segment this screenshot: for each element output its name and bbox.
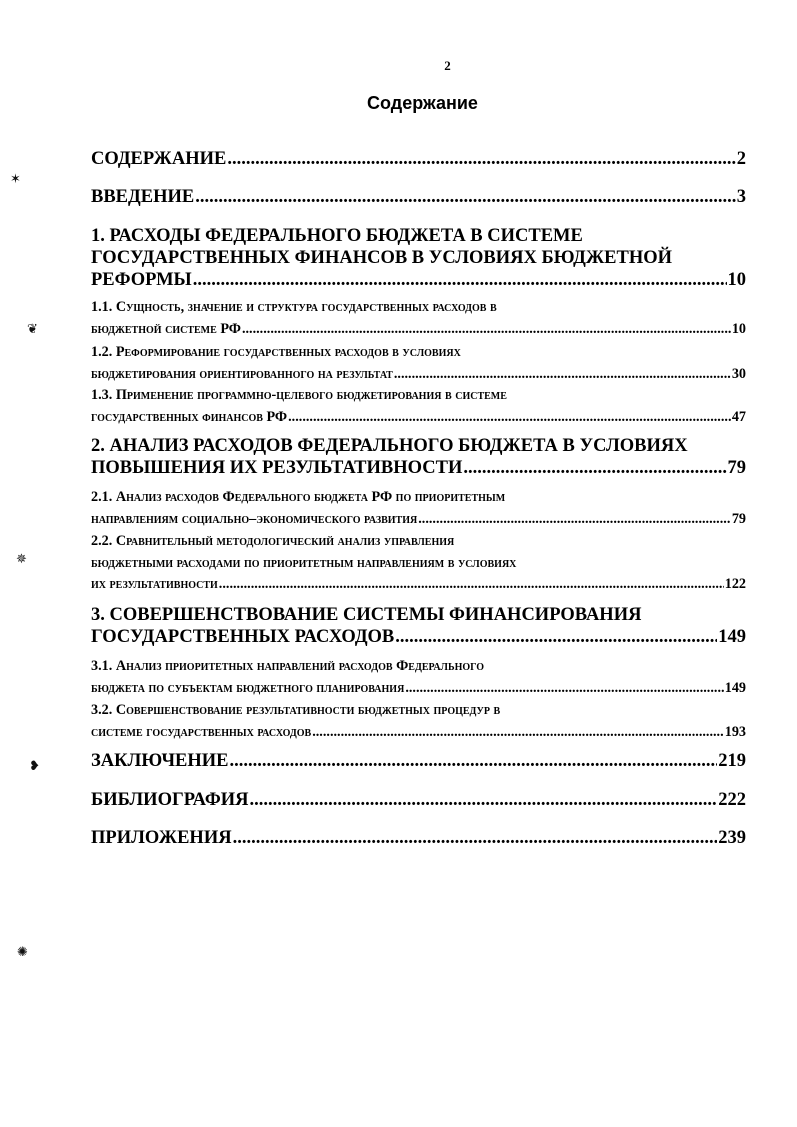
dot-leader bbox=[394, 364, 731, 386]
toc-entry[interactable] bbox=[91, 789, 746, 811]
toc-entry[interactable] bbox=[91, 342, 746, 385]
toc-entry-line bbox=[91, 509, 746, 531]
toc-entry-text: БИБЛИОГРАФИЯ bbox=[91, 790, 249, 810]
dot-leader bbox=[233, 827, 718, 849]
toc-entry-text: ВВЕДЕНИЕ bbox=[91, 187, 195, 207]
toc-entry[interactable] bbox=[91, 186, 746, 208]
toc-page-number: 47 bbox=[731, 408, 746, 425]
dot-leader bbox=[312, 722, 724, 744]
dot-leader bbox=[250, 789, 718, 811]
toc-page-number: 122 bbox=[724, 576, 746, 592]
toc-entry-line bbox=[91, 407, 746, 429]
toc-page-number: 2 bbox=[736, 149, 746, 169]
toc-entry-line bbox=[91, 678, 746, 700]
toc-entry[interactable] bbox=[91, 297, 746, 340]
toc-entry-line bbox=[91, 269, 746, 291]
toc-entry-text: ЗАКЛЮЧЕНИЕ bbox=[91, 751, 229, 771]
toc-page-number: 79 bbox=[727, 458, 746, 478]
scan-mark: ✵ bbox=[16, 552, 27, 567]
toc-entry-line bbox=[91, 186, 746, 208]
toc-entry-line bbox=[91, 553, 746, 575]
toc-entry[interactable] bbox=[91, 487, 746, 530]
toc-entry-text: ПОВЫШЕНИЯ ИХ РЕЗУЛЬТАТИВНОСТИ bbox=[91, 458, 463, 478]
toc-entry-text: 1.3. Применение программно-целевого бюджетирования в системе bbox=[91, 387, 507, 403]
toc-page-number: 193 bbox=[724, 723, 746, 740]
toc-entry-text: государственных финансов РФ bbox=[91, 408, 288, 425]
toc-entry-line bbox=[91, 364, 746, 386]
toc-page-number: 239 bbox=[718, 828, 746, 848]
toc-entry-text: их результативности bbox=[91, 576, 218, 592]
toc-entry-line bbox=[91, 148, 746, 170]
toc-entry-line bbox=[91, 342, 746, 364]
toc-entry-text: 1.1. Сущность, значение и структура государственных расходов в bbox=[91, 299, 497, 315]
toc-entry-text: 1. РАСХОДЫ ФЕДЕРАЛЬНОГО БЮДЖЕТА В СИСТЕМЕ bbox=[91, 226, 583, 246]
toc-entry-text: направлениям социально–экономического развития bbox=[91, 510, 418, 527]
toc-page-number: 10 bbox=[731, 320, 746, 337]
toc-entry[interactable] bbox=[91, 385, 746, 428]
toc-entry-line bbox=[91, 700, 746, 722]
toc-entry-text: 3.1. Анализ приоритетных направлений расходов Федерального bbox=[91, 658, 485, 674]
toc-entry-line bbox=[91, 385, 746, 407]
toc-entry-line bbox=[91, 604, 746, 626]
toc-entry-text: ГОСУДАРСТВЕННЫХ ФИНАНСОВ В УСЛОВИЯХ БЮДЖЕТНОЙ bbox=[91, 248, 673, 268]
toc-entry-text: ГОСУДАРСТВЕННЫХ РАСХОДОВ bbox=[91, 627, 395, 647]
toc-entry-text: системе государственных расходов bbox=[91, 723, 312, 740]
toc-page-number: 149 bbox=[718, 627, 746, 647]
toc-entry-line bbox=[91, 656, 746, 678]
toc-entry[interactable] bbox=[91, 827, 746, 849]
toc-entry-text: 3. СОВЕРШЕНСТВОВАНИЕ СИСТЕМЫ ФИНАНСИРОВАНИЯ bbox=[91, 605, 642, 625]
toc-entry-text: ПРИЛОЖЕНИЯ bbox=[91, 828, 232, 848]
toc-entry-text: СОДЕРЖАНИЕ bbox=[91, 149, 227, 169]
toc-entry[interactable] bbox=[91, 225, 746, 291]
toc-entry[interactable] bbox=[91, 435, 746, 479]
toc-entry[interactable] bbox=[91, 656, 746, 699]
toc-entry-line bbox=[91, 457, 746, 479]
toc-entry-line bbox=[91, 531, 746, 553]
toc-entry-text: 2.2. Сравнительный методологический анализ управления bbox=[91, 533, 455, 549]
toc-entry-line bbox=[91, 435, 746, 457]
dot-leader bbox=[395, 626, 717, 648]
toc-entry-line bbox=[91, 750, 746, 772]
scan-mark: ✺ bbox=[17, 945, 28, 960]
toc-page-number: 149 bbox=[724, 679, 746, 696]
page-number: 2 bbox=[444, 58, 451, 73]
scan-mark: ❦ bbox=[27, 322, 38, 337]
dot-leader bbox=[195, 186, 736, 208]
toc-title: Содержание bbox=[367, 93, 478, 113]
toc-entry[interactable] bbox=[91, 604, 746, 648]
toc-entry-line bbox=[91, 319, 746, 341]
toc-entry-text: 2. АНАЛИЗ РАСХОДОВ ФЕДЕРАЛЬНОГО БЮДЖЕТА В УСЛОВИЯХ bbox=[91, 436, 688, 456]
toc-page-number: 79 bbox=[731, 510, 746, 527]
toc-page-number: 3 bbox=[736, 187, 746, 207]
toc-entry[interactable] bbox=[91, 750, 746, 772]
toc-entry-text: 3.2. Совершенствование результативности бюджетных процедур в bbox=[91, 702, 501, 718]
scan-mark: ✶ bbox=[10, 172, 21, 187]
dot-leader bbox=[242, 319, 731, 341]
dot-leader bbox=[418, 509, 731, 531]
toc-entry-line bbox=[91, 827, 746, 849]
toc-entry-line bbox=[91, 487, 746, 509]
dot-leader bbox=[405, 678, 723, 700]
dot-leader bbox=[463, 457, 726, 479]
toc-entry-line bbox=[91, 626, 746, 648]
toc-entry-text: бюджетирования ориентированного на результат bbox=[91, 365, 393, 382]
toc-entry-line bbox=[91, 574, 746, 596]
toc-entry-text: РЕФОРМЫ bbox=[91, 270, 192, 290]
toc-entry-text: бюджетной системе РФ bbox=[91, 320, 241, 337]
toc-entry[interactable] bbox=[91, 531, 746, 596]
toc-entry-line bbox=[91, 722, 746, 744]
toc-page-number: 30 bbox=[731, 365, 746, 382]
toc-page-number: 222 bbox=[718, 790, 746, 810]
toc-entry-line bbox=[91, 247, 746, 269]
dot-leader bbox=[219, 574, 724, 596]
dot-leader bbox=[230, 750, 718, 772]
toc-entry-text: 1.2. Реформирование государственных расходов в условиях bbox=[91, 344, 461, 360]
dot-leader bbox=[288, 407, 731, 429]
toc-page-number: 10 bbox=[727, 270, 746, 290]
toc-entry[interactable] bbox=[91, 148, 746, 170]
toc-entry-text: 2.1. Анализ расходов Федерального бюджета РФ по приоритетным bbox=[91, 489, 506, 505]
scan-mark: ❥ bbox=[29, 759, 40, 774]
toc-entry-line bbox=[91, 225, 746, 247]
dot-leader bbox=[193, 269, 727, 291]
toc-entry-line bbox=[91, 297, 746, 319]
toc-page-number: 219 bbox=[718, 751, 746, 771]
toc-entry-line bbox=[91, 789, 746, 811]
toc-entry-text: бюджета по субъектам бюджетного планирования bbox=[91, 679, 405, 696]
toc-entry-text: бюджетными расходами по приоритетным направлениям в условиях bbox=[91, 554, 517, 571]
dot-leader bbox=[227, 148, 735, 170]
toc-entry[interactable] bbox=[91, 700, 746, 743]
